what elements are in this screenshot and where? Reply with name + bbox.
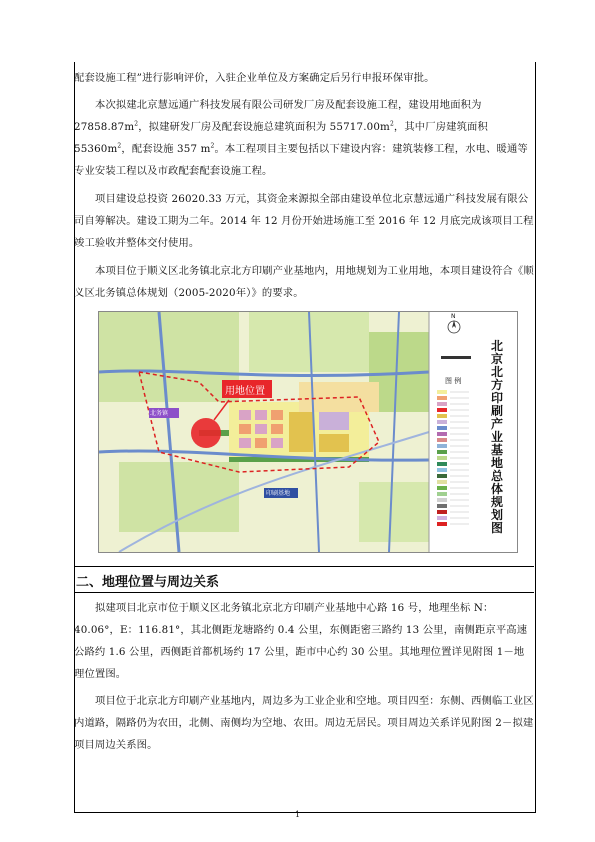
map-left-label: 北务镇 — [150, 410, 169, 417]
planning-map-drawing — [99, 312, 517, 552]
page-number: 1 — [294, 810, 301, 819]
section-title: 二、地理位置与周边关系 — [76, 575, 220, 590]
map-site-label: 用地位置 — [225, 386, 265, 397]
paragraph-1: 本次拟建北京慧远通广科技发展有限公司研发厂房及配套设施工程，建设用地面积为 $27858.87m^2$，拟建研发厂房及配套设施总建筑面积为 $55717.00m^2$，其中厂房建筑面积 $55360m^2$，配套设施 357 $m^2$。本工程项目主要包括以下建设内容：建筑装修工程，水电、暖通等专业安装工程以及市政配套配套设施工程。 — [74, 99, 528, 177]
map-base-label: 印刷基地 — [266, 490, 291, 497]
paragraph-2: 项目建设总投资 26020.33 万元，其资金来源拟全部由建设单位北京慧远通广科技发展有限公司自筹解决。建设工期为二年。2014 年 12 月份开始进场施工至 2016 年 12 月底完成该项目工程竣工验收并整体交付使用。 — [74, 193, 534, 249]
map-legend-title: 图 例 — [445, 377, 462, 385]
section-rule-bottom — [74, 592, 534, 593]
paragraph-5: 项目位于北京北方印刷产业基地内，周边多为工业企业和空地。项目四至：东侧、西侧临工业区内道路，隔路仍为农田，北侧、南侧均为空地、农田。周边无居民。项目周边关系详见附图 2－拟建项目周边关系图。 — [74, 695, 534, 751]
planning-map — [98, 311, 518, 553]
map-north-label: N — [451, 313, 456, 320]
paragraph-0: 配套设施工程”进行影响评价，入驻企业单位及方案确定后另行申报环保审批。 — [74, 72, 435, 84]
map-title: 北京北方印刷产业基地总体规划图 — [491, 339, 504, 535]
section-rule — [74, 566, 534, 567]
paragraph-4: 拟建项目北京市位于顺义区北务镇北京北方印刷产业基地中心路 16 号，地理坐标 N：40.06°，E：116.81°，其北侧距龙塘路约 0.4 公里，东侧距密三路约 13 公里，南侧距京平高速公路约 1.6 公里，西侧距首都机场约 17 公里，距市中心约 30 公里。其地理位置详见附图 1－地理位置图。 — [74, 602, 528, 680]
paragraph-3: 本项目位于顺义区北务镇北京北方印刷产业基地内，用地规划为工业用地，本项目建设符合《顺义区北务镇总体规划（2005-2020年）》的要求。 — [74, 265, 534, 299]
